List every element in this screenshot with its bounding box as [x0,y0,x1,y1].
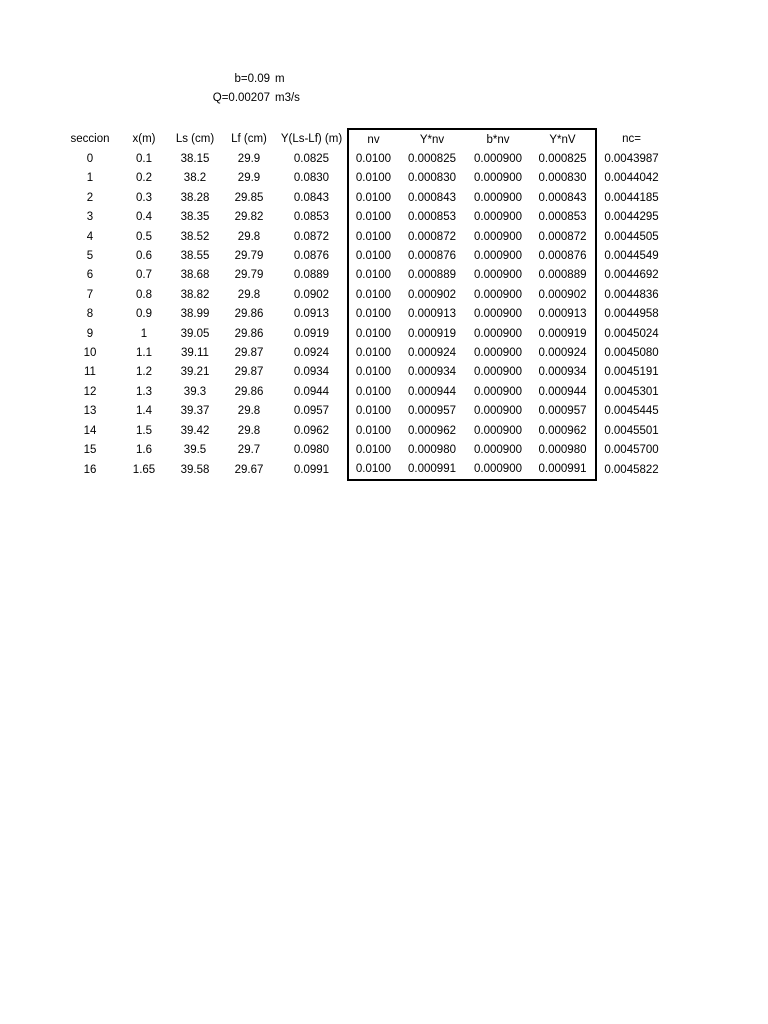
header-nc: nc= [622,133,641,146]
cell-nv: 0.0100 [348,246,398,265]
cell-seccion: 9 [86,327,94,340]
cell-y-nv2: 0.000913 [530,305,596,324]
table-row [60,208,666,227]
table-row [60,305,666,324]
cell-x: 0.3 [136,191,152,204]
table-row [60,227,666,246]
cell-nc: 0.0044505 [604,230,659,243]
cell-x: 1.2 [136,366,152,379]
cell-y-nv: 0.000876 [408,250,456,263]
cell-y: 0.0830 [293,172,330,185]
cell-b-nv: 0.000900 [474,230,522,243]
cell-nc: 0.0044295 [604,211,659,224]
header-b-nv: b*nv [466,129,530,149]
cell-nv: 0.0100 [348,460,398,480]
table-row [60,324,666,343]
cell-lf: 29.85 [234,191,264,204]
cell-b-nv: 0.000900 [474,172,522,185]
cell-nv: 0.0100 [348,401,398,420]
cell-y: 0.0913 [293,308,330,321]
cell-y: 0.0944 [293,385,330,398]
cell-seccion: 10 [83,346,97,359]
table-row [60,343,666,362]
cell-y: 0.0957 [293,405,330,418]
cell-b-nv: 0.000900 [474,346,522,359]
cell-y: 0.0889 [293,269,330,282]
cell-seccion: 11 [84,366,96,379]
cell-x: 1.6 [136,443,152,456]
cell-lf: 29.82 [234,211,264,224]
cell-b-nv: 0.000900 [474,191,522,204]
cell-seccion: 2 [86,191,94,204]
cell-lf: 29.8 [237,288,261,301]
cell-seccion: 3 [86,211,94,224]
cell-y: 0.0876 [293,250,330,263]
cell-x: 0.5 [136,230,152,243]
cell-x: 1.65 [132,463,156,476]
cell-ls: 39.5 [183,443,207,456]
cell-lf: 29.87 [234,346,264,359]
cell-b-nv: 0.000900 [474,385,522,398]
table-row [60,149,666,168]
cell-x: 0.6 [136,250,152,263]
cell-lf: 29.8 [237,424,261,437]
param-b-value: b=0.09 [234,73,270,85]
cell-nc: 0.0044958 [604,308,659,321]
cell-nv: 0.0100 [348,421,398,440]
cell-y-nv: 0.000825 [408,153,456,166]
header-y-nv: Y*nv [398,129,466,149]
cell-y-nv2: 0.000830 [530,169,596,188]
cell-y: 0.0934 [293,366,330,379]
cell-nc: 0.0045501 [604,424,659,437]
cell-nc: 0.0045445 [604,405,659,418]
cell-nc: 0.0044836 [604,288,659,301]
cell-y-nv: 0.000902 [408,288,456,301]
table-row [60,440,666,459]
cell-y-nv2: 0.000962 [530,421,596,440]
cell-lf: 29.8 [237,230,261,243]
cell-x: 0.1 [136,153,152,166]
cell-y: 0.0924 [293,346,330,359]
cell-nc: 0.0044042 [604,172,659,185]
cell-lf: 29.86 [234,308,264,321]
cell-y-nv2: 0.000853 [530,208,596,227]
header-lf: Lf (cm) [231,133,267,146]
cell-y-nv2: 0.000991 [530,460,596,480]
cell-y-nv: 0.000853 [408,211,456,224]
cell-nc: 0.0045700 [604,443,659,456]
param-b-unit: m [275,73,285,85]
param-q-unit: m3/s [275,92,300,104]
cell-y-nv2: 0.000980 [530,440,596,459]
cell-x: 1.1 [136,346,152,359]
cell-x: 0.2 [136,172,152,185]
cell-ls: 38.15 [180,153,210,166]
table-row [60,363,666,382]
cell-ls: 39.11 [181,346,209,359]
cell-seccion: 14 [83,424,97,437]
cell-y: 0.0872 [293,230,330,243]
cell-y-nv2: 0.000902 [530,285,596,304]
cell-x: 0.9 [136,308,152,321]
cell-nv: 0.0100 [348,363,398,382]
table-row [60,188,666,207]
cell-ls: 38.52 [180,230,210,243]
cell-y-nv: 0.000830 [408,172,456,185]
cell-x: 1 [140,327,148,340]
cell-y-nv2: 0.000934 [530,363,596,382]
cell-b-nv: 0.000900 [474,327,522,340]
cell-seccion: 16 [83,463,97,476]
cell-y-nv2: 0.000872 [530,227,596,246]
cell-nv: 0.0100 [348,285,398,304]
table-row [60,246,666,265]
header-x: x(m) [132,133,156,146]
table-row [60,169,666,188]
cell-y: 0.0825 [293,153,330,166]
cell-ls: 38.99 [180,308,210,321]
table-row [60,266,666,285]
cell-x: 0.4 [136,211,152,224]
cell-y-nv: 0.000980 [408,443,456,456]
cell-lf: 29.67 [234,463,264,476]
cell-y-nv2: 0.000924 [530,343,596,362]
cell-ls: 38.82 [180,288,210,301]
cell-ls: 39.42 [180,424,210,437]
cell-ls: 39.05 [180,327,210,340]
cell-nc: 0.0044692 [604,269,659,282]
cell-ls: 39.37 [180,405,210,418]
cell-x: 1.4 [136,405,152,418]
cell-nv: 0.0100 [348,149,398,168]
cell-y-nv: 0.000913 [408,308,456,321]
cell-nc: 0.0045822 [604,463,659,476]
header-nv: nv [348,129,398,149]
param-q [200,89,320,108]
cell-b-nv: 0.000900 [474,211,522,224]
cell-y-nv2: 0.000957 [530,401,596,420]
cell-lf: 29.79 [234,250,264,263]
cell-ls: 38.28 [180,191,210,204]
cell-lf: 29.9 [237,172,261,185]
cell-ls: 38.35 [180,211,210,224]
header-ls: Ls (cm) [175,133,215,146]
cell-b-nv: 0.000900 [466,460,530,480]
cell-y: 0.0962 [293,424,330,437]
header-seccion: seccion [70,133,110,146]
cell-y-nv: 0.000919 [408,327,456,340]
cell-nv: 0.0100 [348,305,398,324]
cell-y-nv: 0.000957 [408,405,456,418]
cell-lf: 29.8 [237,405,261,418]
cell-b-nv: 0.000900 [474,424,522,437]
cell-x: 0.7 [136,269,152,282]
cell-ls: 38.2 [183,172,207,185]
cell-seccion: 13 [83,405,97,418]
cell-y-nv: 0.000991 [398,460,466,480]
cell-y-nv2: 0.000843 [530,188,596,207]
cell-nc: 0.0045080 [604,346,659,359]
cell-b-nv: 0.000900 [474,288,522,301]
table-row [60,421,666,440]
cell-seccion: 15 [83,443,97,456]
cell-nc: 0.0044185 [604,191,659,204]
cell-nv: 0.0100 [348,343,398,362]
cell-ls: 39.58 [180,463,210,476]
cell-b-nv: 0.000900 [474,405,522,418]
cell-ls: 38.55 [180,250,210,263]
cell-y-nv: 0.000843 [408,191,456,204]
cell-nv: 0.0100 [348,440,398,459]
cell-lf: 29.86 [234,327,264,340]
cell-b-nv: 0.000900 [474,269,522,282]
cell-nv: 0.0100 [348,188,398,207]
cell-lf: 29.79 [234,269,264,282]
data-table [60,128,666,481]
cell-x: 1.3 [136,385,152,398]
cell-b-nv: 0.000900 [474,153,522,166]
cell-x: 0.8 [136,288,152,301]
cell-nc: 0.0045024 [604,327,659,340]
table-row [60,285,666,304]
param-q-value: Q=0.00207 [212,92,270,104]
cell-nv: 0.0100 [348,169,398,188]
cell-b-nv: 0.000900 [474,308,522,321]
cell-seccion: 7 [86,288,94,301]
cell-seccion: 8 [86,308,94,321]
cell-lf: 29.87 [234,366,264,379]
cell-seccion: 1 [86,172,94,185]
cell-y: 0.0853 [293,211,330,224]
header-y-nv2: Y*nV [530,129,596,149]
cell-seccion: 12 [83,385,97,398]
cell-seccion: 0 [86,153,94,166]
table-row [60,460,666,480]
cell-y-nv: 0.000944 [408,385,456,398]
cell-y: 0.0919 [293,327,330,340]
cell-seccion: 5 [86,250,94,263]
cell-seccion: 6 [86,269,94,282]
cell-y: 0.0843 [293,191,330,204]
cell-y-nv2: 0.000876 [530,246,596,265]
cell-nv: 0.0100 [348,227,398,246]
cell-ls: 39.21 [180,366,210,379]
cell-ls: 38.68 [180,269,210,282]
cell-y-nv2: 0.000919 [530,324,596,343]
cell-nc: 0.0043987 [604,153,659,166]
cell-ls: 39.3 [183,385,207,398]
cell-y: 0.0980 [293,443,330,456]
header-y: Y(Ls-Lf) (m) [280,133,343,146]
cell-y: 0.0991 [293,463,330,476]
cell-lf: 29.7 [237,443,261,456]
cell-y-nv: 0.000962 [408,424,456,437]
cell-y-nv: 0.000934 [408,366,456,379]
param-b [200,70,320,89]
cell-lf: 29.86 [234,385,264,398]
cell-nc: 0.0045191 [604,366,659,379]
cell-seccion: 4 [86,230,94,243]
cell-y: 0.0902 [293,288,330,301]
cell-y-nv: 0.000924 [408,346,456,359]
cell-b-nv: 0.000900 [474,443,522,456]
cell-y-nv2: 0.000944 [530,382,596,401]
cell-y-nv: 0.000889 [408,269,456,282]
cell-nv: 0.0100 [348,266,398,285]
cell-nv: 0.0100 [348,208,398,227]
cell-nv: 0.0100 [348,324,398,343]
cell-y-nv2: 0.000889 [530,266,596,285]
cell-nc: 0.0045301 [604,385,659,398]
cell-nc: 0.0044549 [604,250,659,263]
cell-y-nv: 0.000872 [408,230,456,243]
table-row [60,401,666,420]
cell-lf: 29.9 [237,153,261,166]
cell-b-nv: 0.000900 [474,250,522,263]
cell-b-nv: 0.000900 [474,366,522,379]
table-row [60,382,666,401]
cell-y-nv2: 0.000825 [530,149,596,168]
cell-nv: 0.0100 [348,382,398,401]
table-header-row [60,129,666,149]
cell-x: 1.5 [136,424,152,437]
